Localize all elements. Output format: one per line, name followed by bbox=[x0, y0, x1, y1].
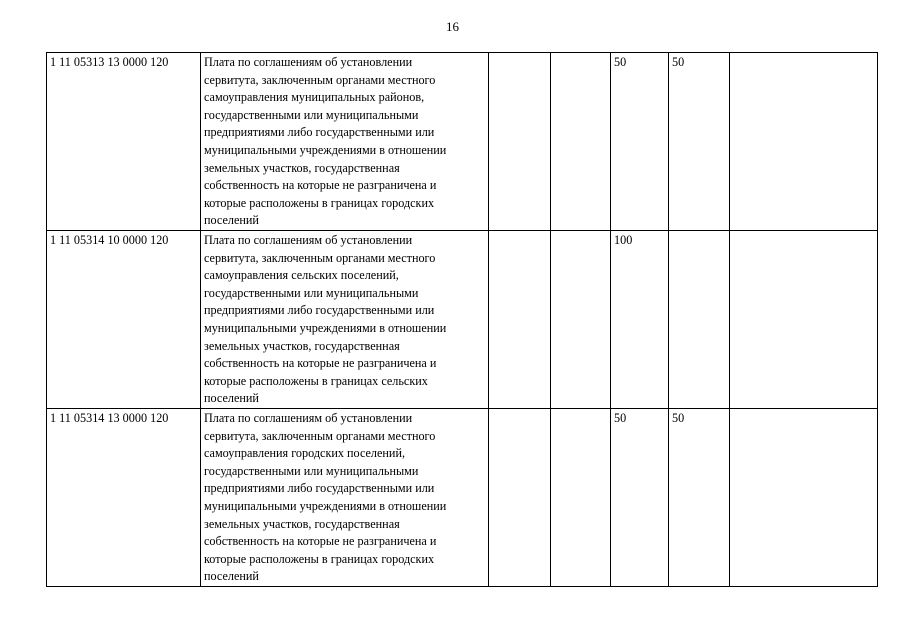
description-line: предприятиями либо государственными или bbox=[204, 303, 435, 318]
value-cell-col7 bbox=[730, 53, 878, 231]
value-cell-col6: 50 bbox=[669, 408, 730, 586]
revenue-code-cell: 1 11 05314 10 0000 120 bbox=[47, 231, 201, 409]
description-line: Плата по соглашениям об установлении bbox=[204, 410, 413, 425]
description-line: самоуправления городских поселений, bbox=[204, 446, 406, 461]
description-line: предприятиями либо государственными или bbox=[204, 481, 435, 496]
description-line: предприятиями либо государственными или bbox=[204, 125, 435, 140]
description-line: поселений bbox=[204, 213, 259, 228]
description-line: поселений bbox=[204, 569, 259, 584]
value-cell-col3 bbox=[489, 231, 551, 409]
page-number: 16 bbox=[446, 19, 459, 34]
description-line: собственность на которые не разграничена и bbox=[204, 534, 437, 549]
description-line: государственными или муниципальными bbox=[204, 463, 419, 478]
description-line: сервитута, заключенным органами местного bbox=[204, 428, 436, 443]
description-line: поселений bbox=[204, 391, 259, 406]
description-line: муниципальными учреждениями в отношении bbox=[204, 320, 447, 335]
value-cell-col4 bbox=[551, 53, 611, 231]
description-line: которые расположены в границах городских bbox=[204, 551, 435, 566]
revenue-code-cell: 1 11 05313 13 0000 120 bbox=[47, 53, 201, 231]
table-row bbox=[47, 53, 878, 231]
description-line: которые расположены в границах городских bbox=[204, 195, 435, 210]
value-cell-col3 bbox=[489, 53, 551, 231]
description-line: муниципальными учреждениями в отношении bbox=[204, 498, 447, 513]
description-line: собственность на которые не разграничена и bbox=[204, 356, 437, 371]
value-cell-col7 bbox=[730, 231, 878, 409]
description-line: земельных участков, государственная bbox=[204, 338, 400, 353]
value-cell-col4 bbox=[551, 231, 611, 409]
revenue-description-cell bbox=[201, 408, 489, 586]
description-line: собственность на которые не разграничена и bbox=[204, 178, 437, 193]
value-cell-col5: 100 bbox=[611, 231, 669, 409]
revenue-description-cell bbox=[201, 231, 489, 409]
budget-revenue-table bbox=[46, 52, 878, 587]
value-cell-col5: 50 bbox=[611, 53, 669, 231]
revenue-code-cell: 1 11 05314 13 0000 120 bbox=[47, 408, 201, 586]
description-line: Плата по соглашениям об установлении bbox=[204, 233, 413, 247]
value-cell-col3 bbox=[489, 408, 551, 586]
description-line: муниципальными учреждениями в отношении bbox=[204, 142, 447, 157]
description-line: сервитута, заключенным органами местного bbox=[204, 72, 436, 87]
value-cell-col6: 50 bbox=[669, 53, 730, 231]
description-line: которые расположены в границах сельских bbox=[204, 373, 428, 388]
revenue-description-cell bbox=[201, 53, 489, 231]
value-cell-col7 bbox=[730, 408, 878, 586]
value-cell-col5: 50 bbox=[611, 408, 669, 586]
description-line: земельных участков, государственная bbox=[204, 160, 400, 175]
description-line: самоуправления муниципальных районов, bbox=[204, 90, 425, 105]
value-cell-col6 bbox=[669, 231, 730, 409]
table-row bbox=[47, 231, 878, 409]
description-line: государственными или муниципальными bbox=[204, 107, 419, 122]
description-line: государственными или муниципальными bbox=[204, 285, 419, 300]
description-line: Плата по соглашениям об установлении bbox=[204, 55, 413, 69]
description-line: самоуправления сельских поселений, bbox=[204, 268, 399, 283]
description-line: сервитута, заключенным органами местного bbox=[204, 250, 436, 265]
table-row bbox=[47, 408, 878, 586]
description-line: земельных участков, государственная bbox=[204, 516, 400, 531]
value-cell-col4 bbox=[551, 408, 611, 586]
